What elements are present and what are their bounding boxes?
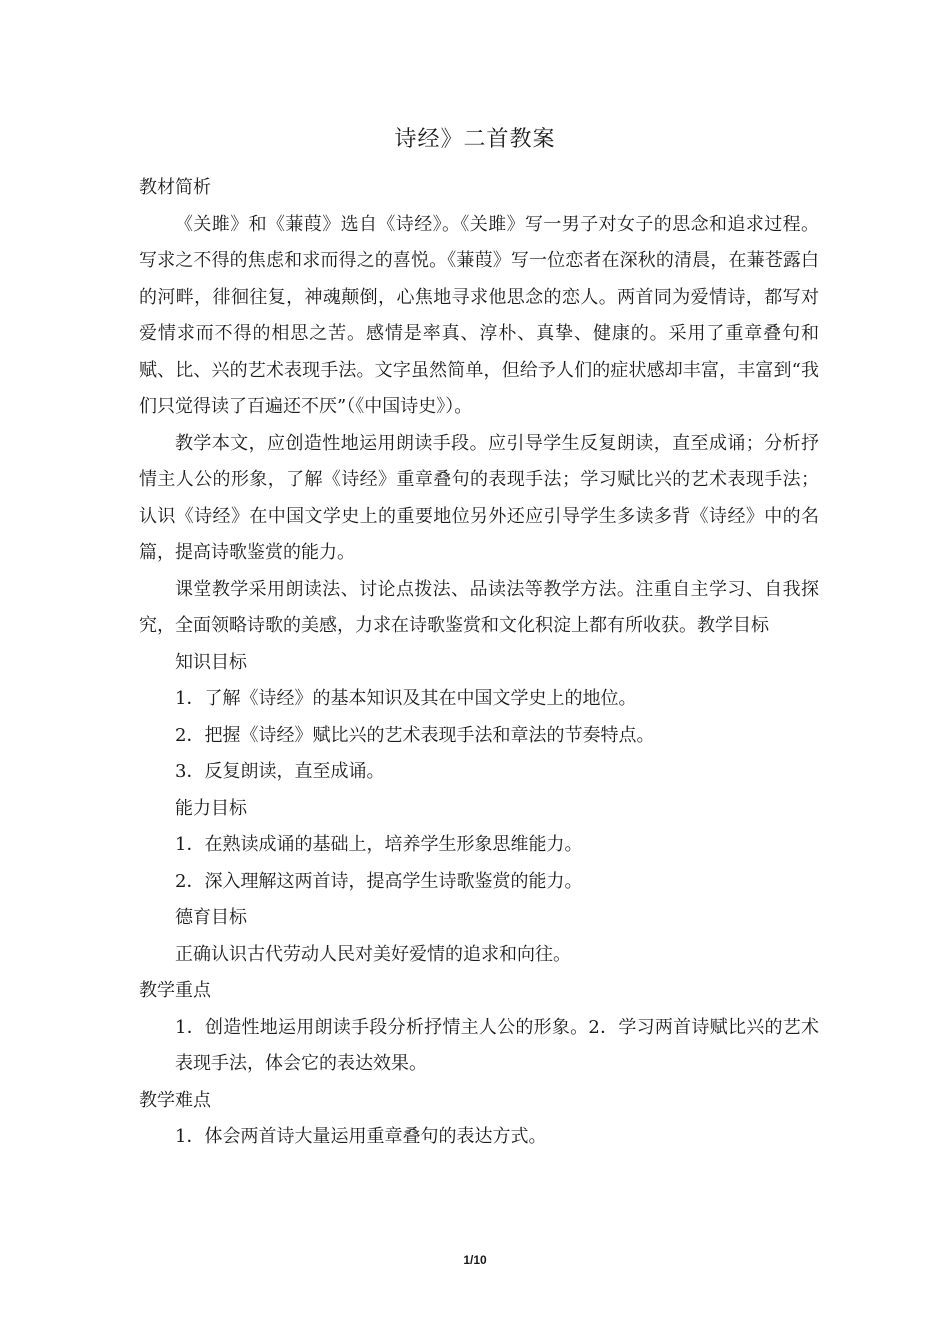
section-heading-materials: 教材简析: [139, 177, 211, 198]
page-title: 诗经》二首教案: [394, 127, 556, 152]
list-item: 1．了解《诗经》的基本知识及其在中国文学史上的地位。: [175, 688, 637, 709]
document-body: [139, 170, 819, 1156]
list-item: 正确认识古代劳动人民对美好爱情的追求和向往。: [175, 943, 571, 965]
list-item: 2．把握《诗经》赋比兴的艺术表现手法和章法的节奏特点。: [175, 724, 655, 746]
list-item: 1．在熟读成诵的基础上，培养学生形象思维能力。: [175, 834, 583, 855]
page-number: 1/10: [463, 1253, 487, 1267]
section-heading-difficulty: 教学难点: [139, 1089, 211, 1111]
paragraph-intro: 《关雎》和《蒹葭》选自《诗经》。《关雎》写一男子对女子的思念和追求过程。写求之不得的焦虑和求而得之的喜悦。《蒹葭》写一位恋者在深秋的清晨，在蒹苍露白的河畔，徘徊往复，神魂颠倒，心焦地寻求他思念的恋人。两首同为爱情诗，都写对爱情求而不得的相思之苦。感情是率真、淳朴、真挚、健康的。采用了重章叠句和赋、比、兴的艺术表现手法。文字虽然简单，但给予人们的症状感却丰富，丰富到“我们只觉得读了百遍还不厌”（《中国诗史》）。: [139, 213, 819, 417]
subheading-ability: 能力目标: [175, 797, 247, 819]
paragraph-teaching: 教学本文，应创造性地运用朗读手段。应引导学生反复朗读，直至成诵；分析抒情主人公的形象，了解《诗经》重章叠句的表现手法；学习赋比兴的艺术表现手法；认识《诗经》在中国文学史上的重要地位另外还应引导学生多读多背《诗经》中的名篇，提高诗歌鉴赏的能力。: [139, 432, 819, 563]
list-item: 1．创造性地运用朗读手段分析抒情主人公的形象。2．学习两首诗赋比兴的艺术表现手法，体会它的表达效果。: [175, 1016, 819, 1074]
list-item: 2．深入理解这两首诗，提高学生诗歌鉴赏的能力。: [175, 870, 583, 892]
section-heading-keypoints: 教学重点: [139, 980, 211, 1001]
list-item: 1．体会两首诗大量运用重章叠句的表达方式。: [175, 1126, 547, 1147]
subheading-knowledge: 知识目标: [175, 651, 247, 673]
list-item: 3．反复朗读，直至成诵。: [175, 761, 385, 782]
paragraph-method: 课堂教学采用朗读法、讨论点拨法、品读法等教学方法。注重自主学习、自我探究，全面领略诗歌的美感，力求在诗歌鉴赏和文化积淀上都有所收获。教学目标: [139, 578, 819, 636]
subheading-moral: 德育目标: [175, 907, 247, 928]
